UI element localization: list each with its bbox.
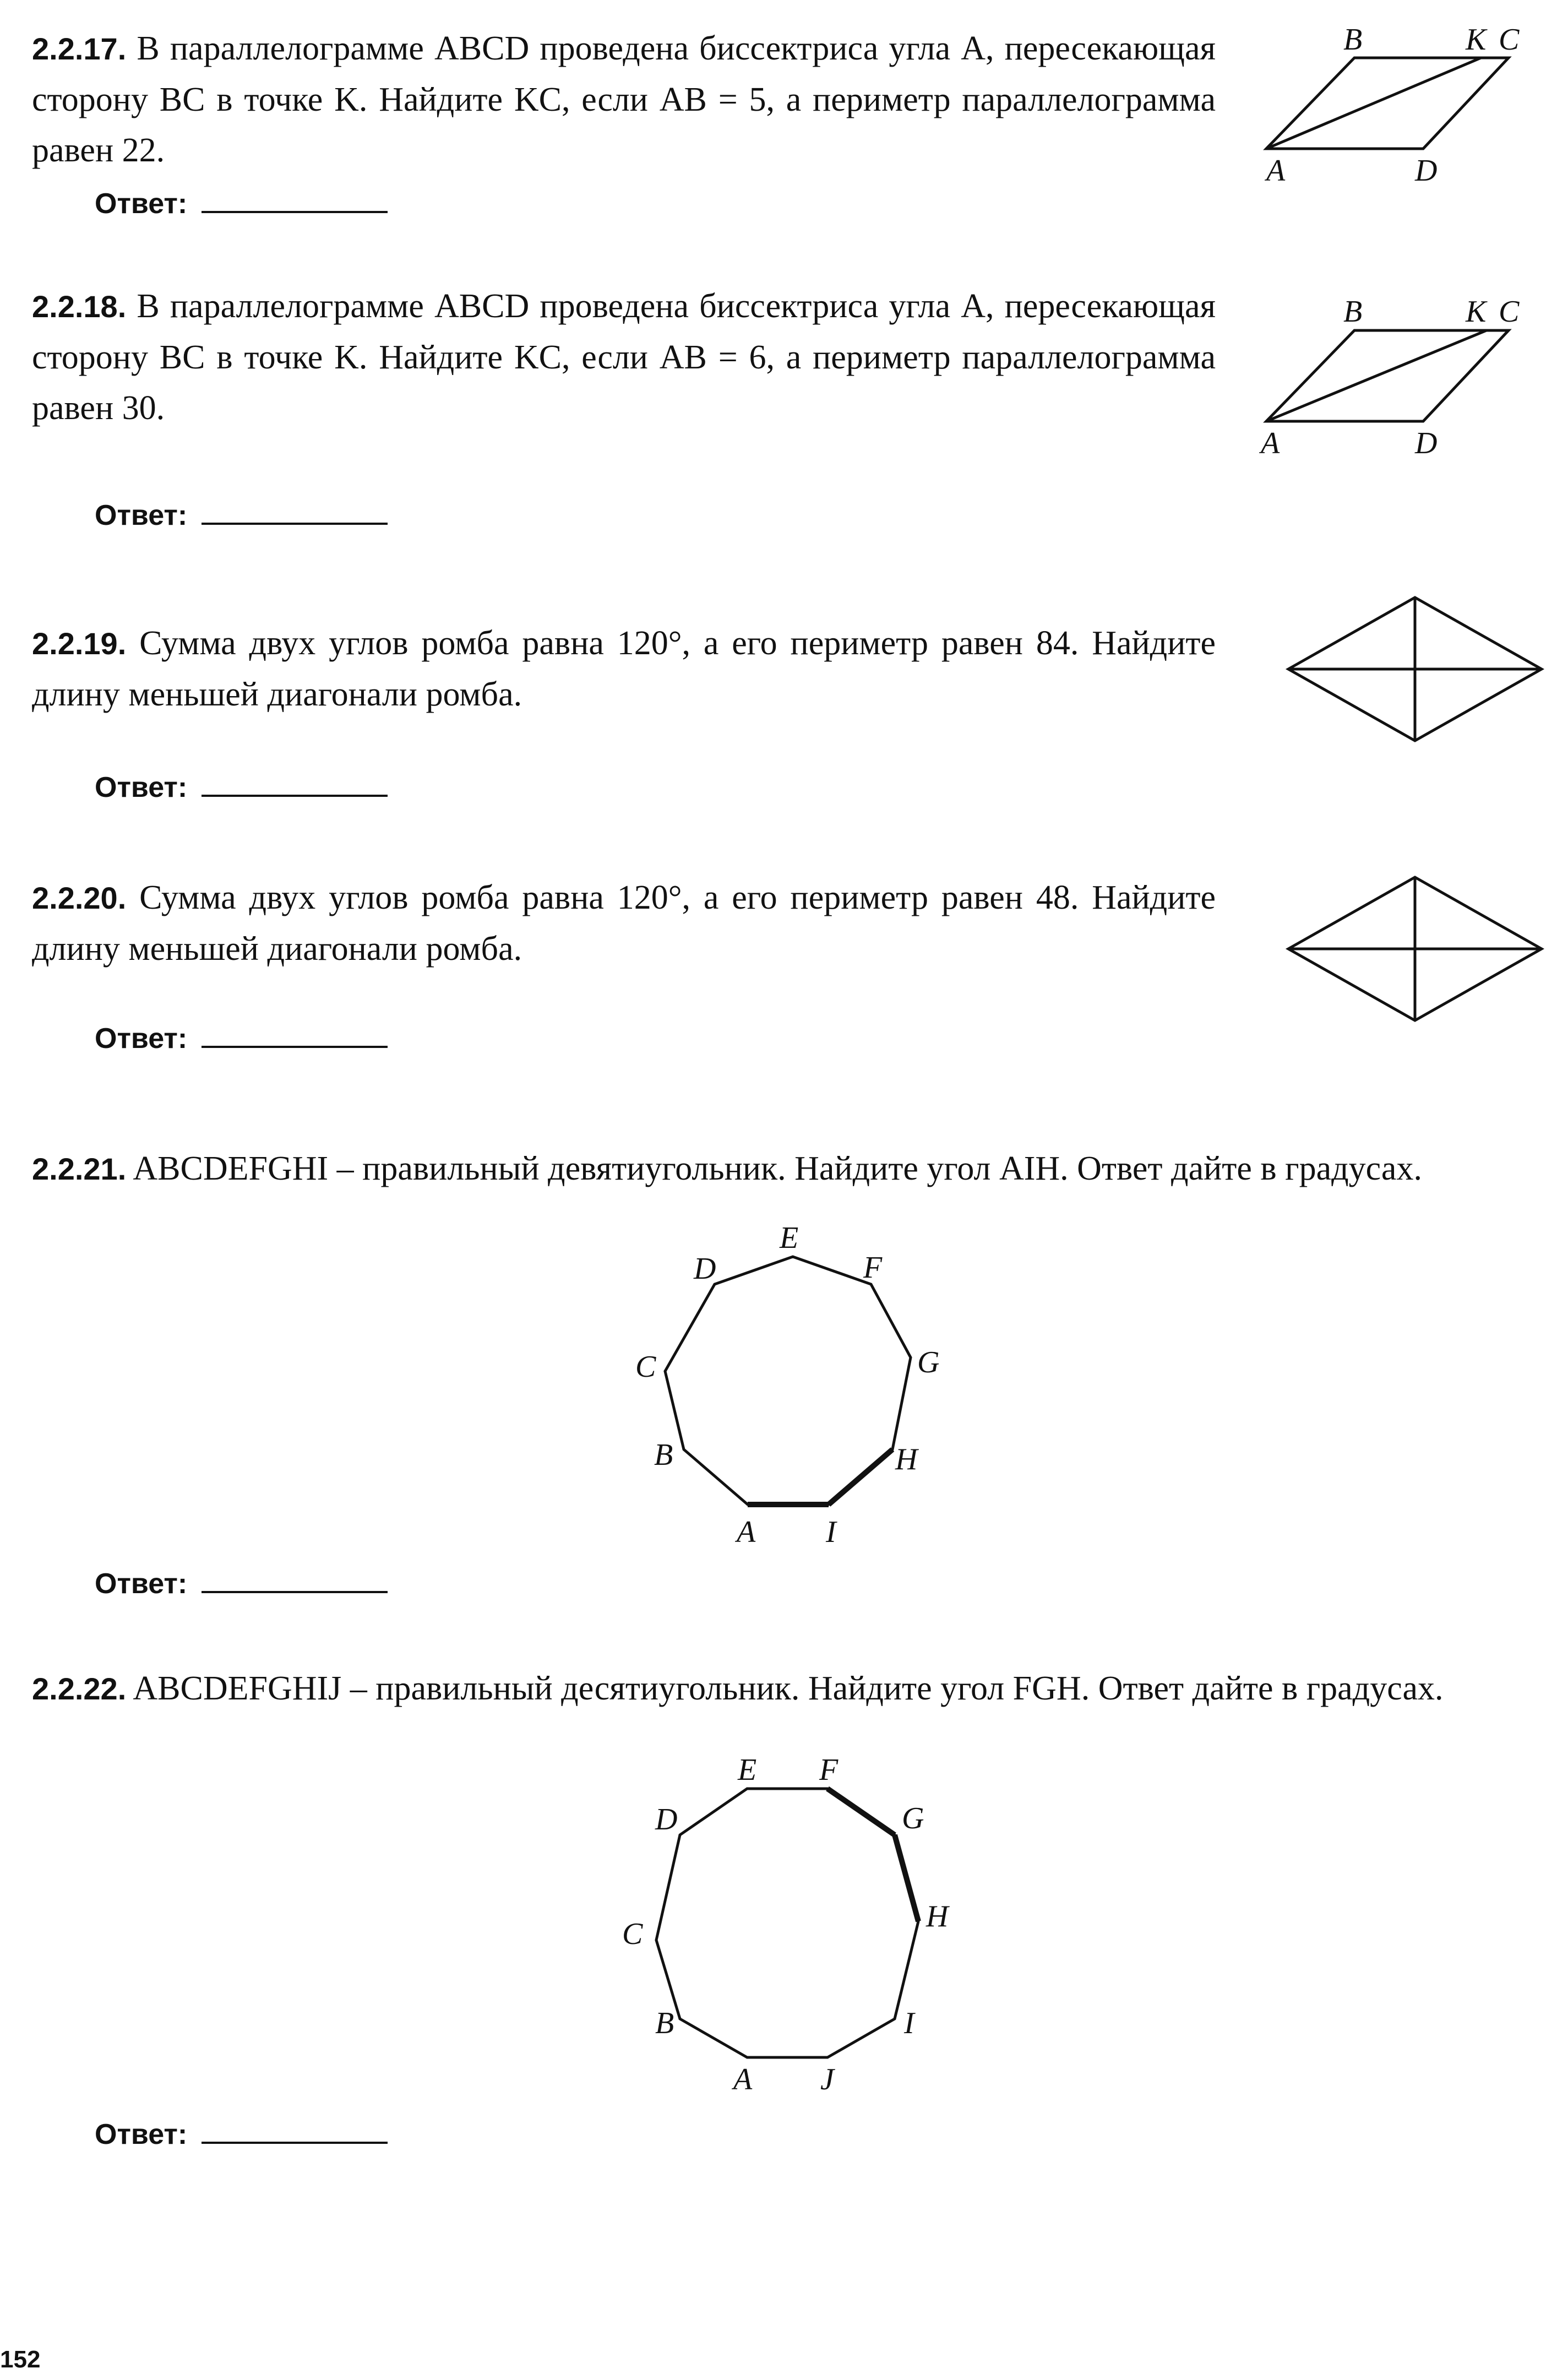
vertex-label-d: D [1415, 154, 1438, 188]
answer-field-2-2-17[interactable] [95, 187, 388, 220]
answer-line[interactable] [202, 1040, 388, 1048]
vertex-label-c: C [1499, 23, 1520, 57]
answer-field-2-2-18[interactable] [95, 499, 388, 532]
vertex-label-b: B [1343, 295, 1363, 329]
vertex-label-e: E [780, 1221, 799, 1255]
vertex-label-h: H [895, 1442, 918, 1476]
problem-text: Сумма двух углов ромба равна 120°, а его периметр равен 84. Найдите длину меньшей диагонали ромба. [32, 624, 1216, 713]
answer-label: Ответ: [95, 499, 188, 531]
answer-field-2-2-21[interactable] [95, 1567, 388, 1600]
nonagon-figure-2-2-21 [617, 1223, 958, 1564]
answer-line[interactable] [202, 517, 388, 525]
answer-line[interactable] [202, 2136, 388, 2144]
vertex-label-f: F [819, 1753, 839, 1787]
vertex-label-d: D [1415, 426, 1438, 460]
answer-field-2-2-19[interactable] [95, 771, 388, 804]
vertex-label-c: C [635, 1350, 656, 1384]
vertex-label-k: K [1466, 295, 1487, 329]
answer-line[interactable] [202, 789, 388, 797]
answer-line[interactable] [202, 205, 388, 213]
problem-number: 2.2.19. [32, 626, 127, 661]
vertex-label-h: H [926, 1899, 949, 1933]
problem-2-2-22 [32, 1663, 1562, 1714]
answer-label: Ответ: [95, 1568, 188, 1600]
answer-label: Ответ: [95, 1023, 188, 1055]
vertex-label-a: A [1261, 426, 1280, 460]
vertex-label-i: I [826, 1515, 836, 1549]
problem-text: Сумма двух углов ромба равна 120°, а его периметр равен 48. Найдите длину меньшей диагонали ромба. [32, 879, 1216, 968]
vertex-label-c: C [1499, 295, 1520, 329]
answer-line[interactable] [202, 1585, 388, 1593]
vertex-label-f: F [863, 1251, 883, 1285]
rhombus-figure-2-2-20 [1283, 876, 1547, 1030]
problem-2-2-20 [32, 872, 1216, 974]
parallelogram-figure-2-2-18 [1250, 286, 1558, 463]
vertex-label-c: C [622, 1917, 643, 1951]
vertex-label-b: B [654, 1438, 673, 1472]
vertex-label-b: B [655, 2006, 674, 2040]
vertex-label-k: K [1466, 23, 1487, 57]
vertex-label-g: G [902, 1801, 924, 1835]
problem-2-2-17 [32, 23, 1216, 176]
vertex-label-i: I [904, 2006, 914, 2040]
problem-number: 2.2.22. [32, 1671, 127, 1706]
answer-field-2-2-22[interactable] [95, 2118, 388, 2151]
problem-2-2-19 [32, 618, 1216, 720]
vertex-label-b: B [1343, 23, 1363, 57]
vertex-label-d: D [655, 1802, 678, 1837]
vertex-label-j: J [820, 2062, 834, 2096]
vertex-label-a: A [737, 1515, 756, 1549]
page-number: 152 [0, 2346, 41, 2373]
answer-label: Ответ: [95, 772, 188, 803]
parallelogram-figure-2-2-17 [1250, 17, 1558, 193]
problem-number: 2.2.17. [32, 31, 127, 66]
problem-text: ABCDEFGHI – правильный девятиугольник. Найдите угол AIH. Ответ дайте в градусах. [133, 1150, 1422, 1187]
decagon-figure-2-2-22 [611, 1751, 963, 2096]
problem-2-2-18 [32, 281, 1216, 433]
answer-label: Ответ: [95, 2119, 188, 2150]
rhombus-figure-2-2-19 [1283, 595, 1547, 749]
problem-number: 2.2.18. [32, 289, 127, 324]
problem-text: ABCDEFGHIJ – правильный десятиугольник. Найдите угол FGH. Ответ дайте в градусах. [133, 1670, 1444, 1707]
problem-2-2-21 [32, 1143, 1562, 1194]
answer-field-2-2-20[interactable] [95, 1022, 388, 1055]
vertex-label-e: E [738, 1753, 757, 1787]
problem-number: 2.2.21. [32, 1152, 127, 1186]
vertex-label-a: A [733, 2062, 753, 2096]
problem-text: В параллелограмме ABCD проведена биссектриса угла A, пересекающая сторону BC в точке K. Найдите KC, если AB = 6, а периметр параллелограмма равен 30. [32, 287, 1216, 427]
vertex-label-d: D [694, 1252, 716, 1286]
problem-text: В параллелограмме ABCD проведена биссектриса угла A, пересекающая сторону BC в точке K. Найдите KC, если AB = 5, а периметр параллелограмма равен 22. [32, 30, 1216, 169]
problem-number: 2.2.20. [32, 881, 127, 915]
answer-label: Ответ: [95, 188, 188, 220]
vertex-label-g: G [917, 1345, 940, 1379]
vertex-label-a: A [1266, 154, 1286, 188]
